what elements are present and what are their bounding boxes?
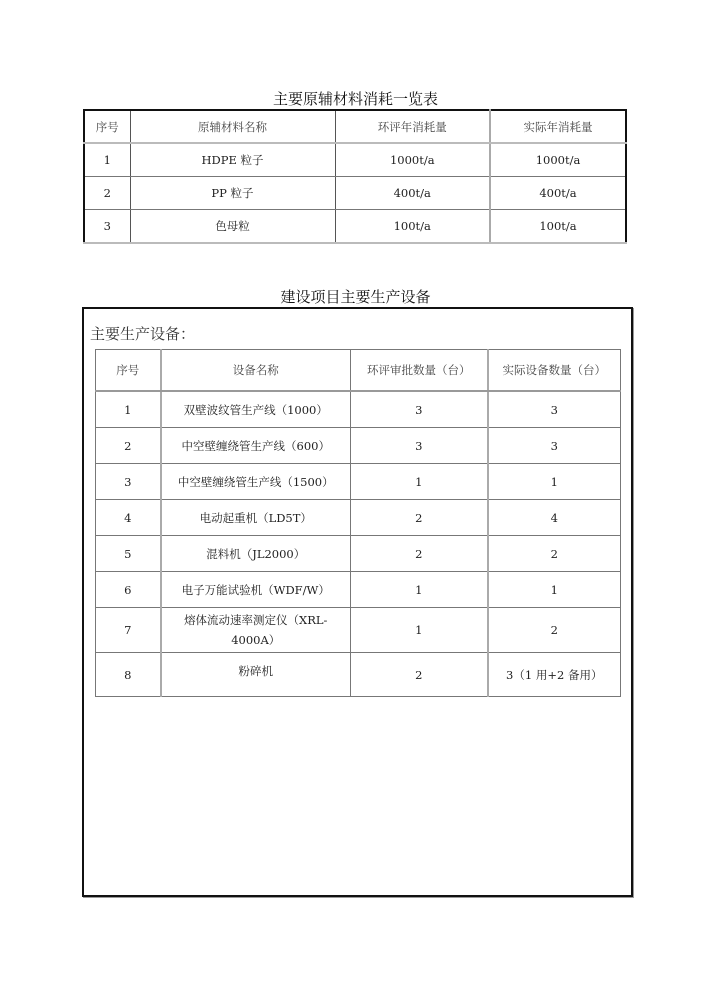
cell-actual-qty: 1 xyxy=(488,464,621,500)
cell-equipment-name: 中空壁缠绕管生产线（600） xyxy=(161,428,351,464)
cell-approved-qty: 2 xyxy=(351,653,488,697)
cell-material-name: 色母粒 xyxy=(130,210,335,244)
cell-approved-qty: 3 xyxy=(351,428,488,464)
cell-index: 7 xyxy=(96,608,161,653)
table-row xyxy=(96,572,621,608)
header-cell: 实际年消耗量 xyxy=(490,110,626,143)
table-row xyxy=(96,428,621,464)
cell-actual-qty: 2 xyxy=(488,536,621,572)
cell-actual-qty: 3 xyxy=(488,428,621,464)
cell-index: 1 xyxy=(96,391,161,428)
equipment-section-title: 建设项目主要生产设备 xyxy=(280,288,431,306)
table-row xyxy=(96,500,621,536)
table-row xyxy=(84,210,626,244)
cell-index: 2 xyxy=(84,177,130,210)
cell-eia-consumption: 100t/a xyxy=(335,210,490,244)
cell-index: 3 xyxy=(84,210,130,244)
cell-actual-qty: 3 xyxy=(488,391,621,428)
table-row xyxy=(84,143,626,177)
header-cell: 环评年消耗量 xyxy=(335,110,490,143)
cell-approved-qty: 2 xyxy=(351,536,488,572)
cell-approved-qty: 2 xyxy=(351,500,488,536)
cell-equipment-name: 中空壁缠绕管生产线（1500） xyxy=(161,464,351,500)
table-row xyxy=(96,608,621,653)
cell-eia-consumption: 400t/a xyxy=(335,177,490,210)
cell-index: 1 xyxy=(84,143,130,177)
cell-equipment-name: 粉碎机 xyxy=(161,653,351,697)
cell-actual-qty: 1 xyxy=(488,572,621,608)
cell-material-name: HDPE 粒子 xyxy=(130,143,335,177)
table-row xyxy=(96,391,621,428)
cell-equipment-name: 混料机（JL2000） xyxy=(161,536,351,572)
header-cell: 实际设备数量（台） xyxy=(488,350,621,392)
cell-index: 2 xyxy=(96,428,161,464)
cell-approved-qty: 3 xyxy=(351,391,488,428)
materials-table xyxy=(83,109,627,244)
cell-index: 3 xyxy=(96,464,161,500)
cell-eia-consumption: 1000t/a xyxy=(335,143,490,177)
cell-actual-qty: 3（1 用+2 备用） xyxy=(488,653,621,697)
cell-index: 6 xyxy=(96,572,161,608)
cell-approved-qty: 1 xyxy=(351,572,488,608)
header-cell: 序号 xyxy=(84,110,130,143)
table-header-row xyxy=(96,350,621,392)
cell-actual-consumption: 1000t/a xyxy=(490,143,626,177)
cell-actual-consumption: 100t/a xyxy=(490,210,626,244)
cell-actual-consumption: 400t/a xyxy=(490,177,626,210)
table-row xyxy=(84,177,626,210)
cell-actual-qty: 4 xyxy=(488,500,621,536)
cell-index: 8 xyxy=(96,653,161,697)
table-row xyxy=(96,536,621,572)
cell-approved-qty: 1 xyxy=(351,608,488,653)
cell-equipment-name: 双壁波纹管生产线（1000） xyxy=(161,391,351,428)
table-header-row xyxy=(84,110,626,143)
table-row xyxy=(96,464,621,500)
cell-index: 5 xyxy=(96,536,161,572)
cell-equipment-name: 电子万能试验机（WDF/W） xyxy=(161,572,351,608)
header-cell: 原辅材料名称 xyxy=(130,110,335,143)
materials-table-title: 主要原辅材料消耗一览表 xyxy=(272,90,438,108)
header-cell: 设备名称 xyxy=(161,350,351,392)
cell-approved-qty: 1 xyxy=(351,464,488,500)
header-cell: 环评审批数量（台） xyxy=(351,350,488,392)
cell-material-name: PP 粒子 xyxy=(130,177,335,210)
cell-equipment-name: 熔体流动速率测定仪（XRL-4000A） xyxy=(161,608,351,653)
cell-actual-qty: 2 xyxy=(488,608,621,653)
header-cell: 序号 xyxy=(96,350,161,392)
cell-equipment-name: 电动起重机（LD5T） xyxy=(161,500,351,536)
cell-index: 4 xyxy=(96,500,161,536)
equipment-table xyxy=(95,349,621,697)
equipment-label: 主要生产设备： xyxy=(90,325,196,343)
table-row xyxy=(96,653,621,697)
